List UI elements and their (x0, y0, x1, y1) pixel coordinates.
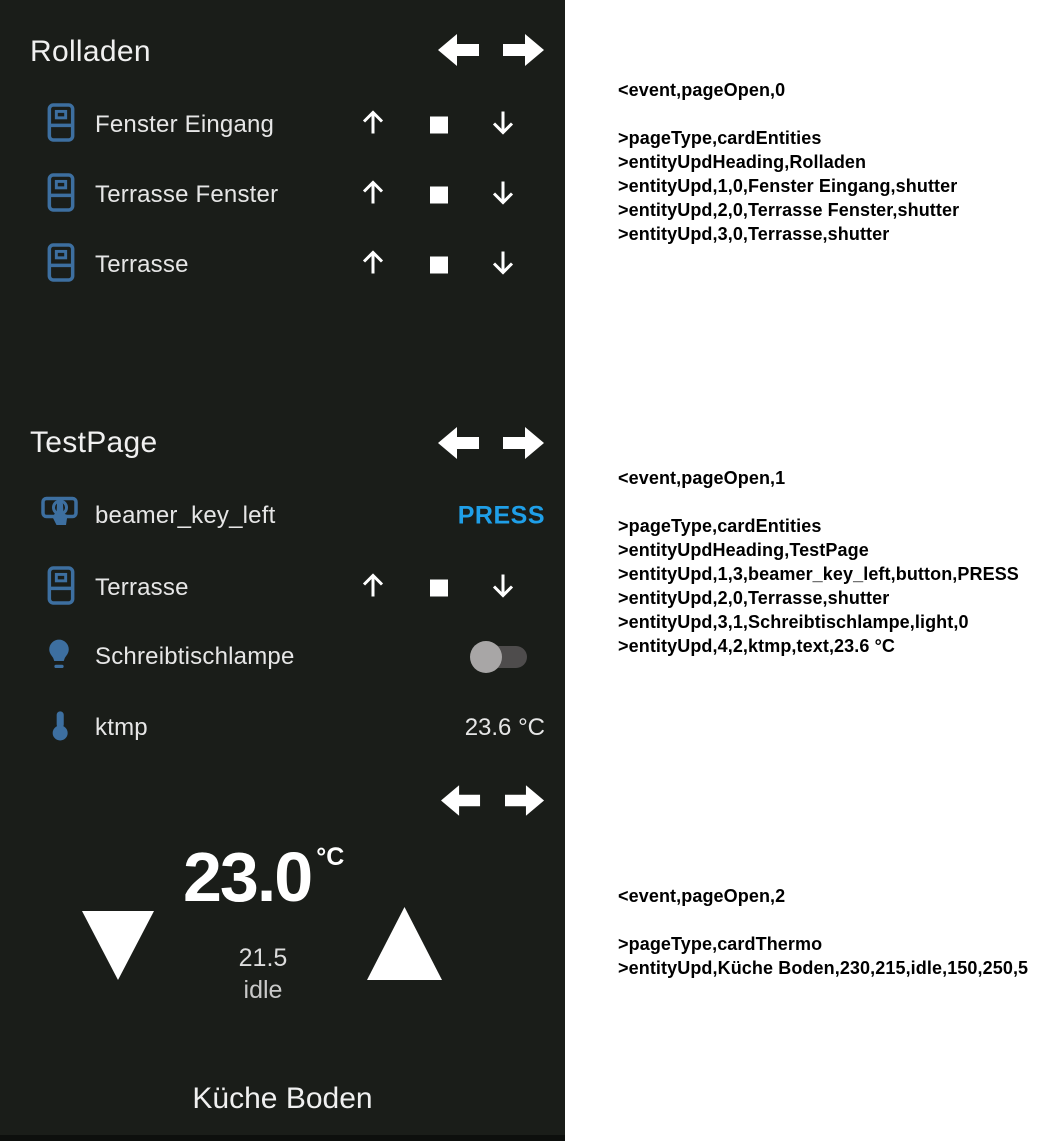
log-line: >entityUpd,2,0,Terrasse,shutter (618, 588, 890, 608)
log-line: >entityUpd,3,1,Schreibtischlampe,light,0 (618, 612, 969, 632)
triangle-down-icon (82, 911, 154, 980)
log-line: >entityUpd,3,0,Terrasse,shutter (618, 224, 890, 244)
arrow-right-icon (503, 425, 545, 461)
temp-decrease-button[interactable] (82, 911, 154, 985)
entity-row-schreibtischlampe (0, 635, 565, 679)
page-prev-button[interactable] (438, 32, 480, 68)
log-line: <event,pageOpen,1 (618, 468, 786, 488)
entity-row-terrasse (0, 243, 565, 287)
arrow-down-icon (490, 179, 516, 207)
arrow-right-icon (505, 783, 545, 818)
shutter-icon (47, 243, 75, 288)
arrow-down-icon (490, 572, 516, 600)
toggle-knob (470, 641, 502, 673)
card-rolladen-title: Rolladen (30, 35, 151, 68)
entity-label: Terrasse Fenster (95, 181, 279, 208)
arrow-down-icon (490, 249, 516, 277)
panel-bottom-edge (0, 1135, 565, 1141)
arrow-up-icon (360, 109, 386, 137)
shutter-stop-button[interactable] (430, 580, 448, 597)
shutter-stop-button[interactable] (430, 117, 448, 134)
log-line: >pageType,cardThermo (618, 934, 823, 954)
log-block-pageopen-1 (618, 466, 1043, 658)
target-temperature: 21.5 (238, 944, 288, 972)
shutter-icon (47, 173, 75, 218)
shutter-down-button[interactable] (490, 249, 516, 282)
arrow-up-icon (360, 249, 386, 277)
entity-label: Schreibtischlampe (95, 643, 295, 670)
arrow-up-icon (360, 572, 386, 600)
log-line: >entityUpd,2,0,Terrasse Fenster,shutter (618, 200, 960, 220)
shutter-down-button[interactable] (490, 109, 516, 142)
sensor-value: 23.6 °C (464, 714, 545, 741)
thermometer-icon (50, 707, 70, 750)
entity-row-ktmp (0, 706, 565, 750)
arrow-left-icon (441, 783, 481, 818)
log-line: >pageType,cardEntities (618, 128, 822, 148)
shutter-up-button[interactable] (360, 572, 386, 605)
page-next-button[interactable] (505, 783, 547, 819)
page-next-button[interactable] (503, 425, 545, 461)
log-line: >entityUpd,4,2,ktmp,text,23.6 °C (618, 636, 895, 656)
entity-label: Terrasse (95, 574, 189, 601)
shutter-down-button[interactable] (490, 179, 516, 212)
log-line (618, 102, 1043, 126)
log-line: <event,pageOpen,0 (618, 80, 786, 100)
log-line: >entityUpd,1,0,Fenster Eingang,shutter (618, 176, 958, 196)
log-line: >entityUpd,1,3,beamer_key_left,button,PRESS (618, 564, 1019, 584)
log-line: >entityUpdHeading,TestPage (618, 540, 869, 560)
log-block-pageopen-0 (618, 78, 1043, 246)
entity-label: ktmp (95, 714, 148, 741)
lightbulb-icon (46, 637, 72, 678)
card-testpage-title: TestPage (30, 426, 158, 459)
thermo-card-title: Küche Boden (192, 1082, 373, 1115)
log-line: <event,pageOpen,2 (618, 886, 786, 906)
entity-label: Terrasse (95, 251, 189, 278)
entity-row-terrasse-fenster (0, 173, 565, 217)
current-temperature: 23.0 (183, 838, 312, 916)
arrow-left-icon (438, 32, 480, 68)
page-prev-button[interactable] (438, 425, 480, 461)
log-line (618, 490, 1043, 514)
log-line: >entityUpdHeading,Rolladen (618, 152, 867, 172)
temp-increase-button[interactable] (367, 907, 442, 985)
log-line: >pageType,cardEntities (618, 516, 822, 536)
entity-row-terrasse (0, 566, 565, 610)
entity-label: beamer_key_left (95, 502, 276, 529)
hvac-status: idle (243, 976, 283, 1004)
triangle-up-icon (367, 907, 442, 980)
entity-row-fenster-eingang (0, 103, 565, 147)
shutter-icon (47, 103, 75, 148)
light-toggle[interactable] (470, 641, 527, 673)
temperature-unit: °C (316, 843, 345, 871)
page-prev-button[interactable] (441, 783, 483, 819)
arrow-down-icon (490, 109, 516, 137)
log-block-pageopen-2 (618, 884, 1043, 980)
entity-label: Fenster Eingang (95, 111, 275, 138)
shutter-stop-button[interactable] (430, 257, 448, 274)
shutter-icon (47, 566, 75, 611)
shutter-down-button[interactable] (490, 572, 516, 605)
arrow-left-icon (438, 425, 480, 461)
arrow-up-icon (360, 179, 386, 207)
tap-button-icon (40, 495, 80, 538)
entity-row-beamer-key-left (0, 494, 565, 538)
shutter-up-button[interactable] (360, 109, 386, 142)
shutter-stop-button[interactable] (430, 187, 448, 204)
shutter-up-button[interactable] (360, 179, 386, 212)
press-button[interactable]: PRESS (457, 501, 545, 530)
log-line (618, 908, 1043, 932)
page-next-button[interactable] (503, 32, 545, 68)
log-line: >entityUpd,Küche Boden,230,215,idle,150,250,5 (618, 958, 1029, 978)
shutter-up-button[interactable] (360, 249, 386, 282)
arrow-right-icon (503, 32, 545, 68)
current-temperature-display (183, 838, 345, 916)
